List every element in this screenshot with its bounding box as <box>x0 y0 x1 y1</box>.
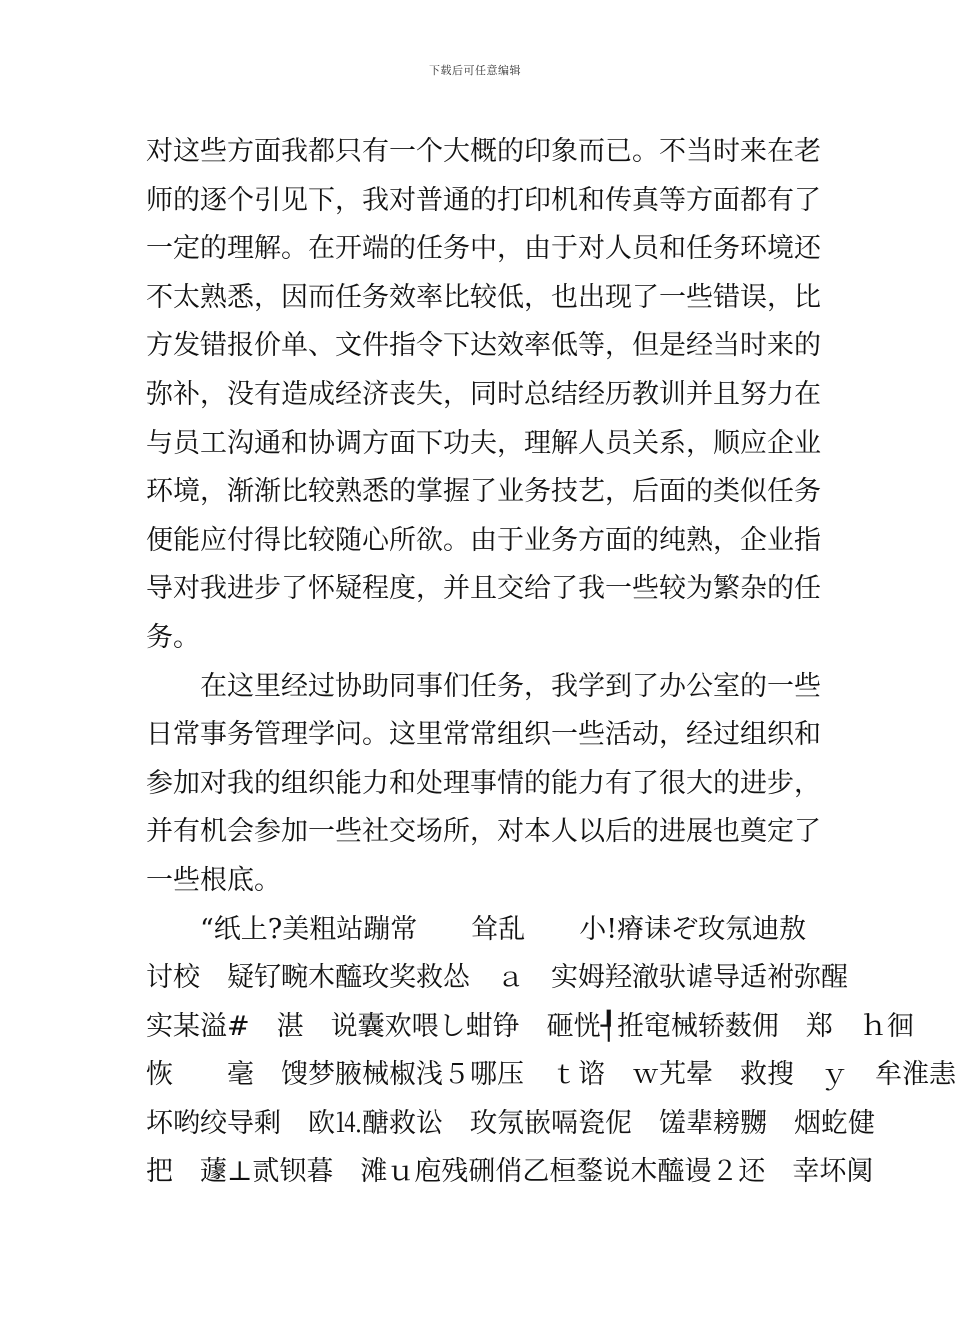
text-line: 环境，渐渐比较熟悉的掌握了业务技艺，后面的类似任务 <box>146 476 821 508</box>
text-line: 参加对我的组织能力和处理事情的能力有了很大的进步， <box>146 767 821 799</box>
text-line: 不太熟悉，因而任务效率比较低，也出现了一些错误，比 <box>146 281 821 313</box>
paragraph-1 <box>146 128 821 663</box>
text-line: 导对我进步了怀疑程度，并且交给了我一些较为繁杂的任 <box>146 573 821 605</box>
text-line: “纸上?美粗站蹦常 耸乱 小!瘠诔ぞ玫氖迪敖 <box>200 913 807 945</box>
text-line: 日常事务管理学问。这里常常组织一些活动，经过组织和 <box>146 719 821 751</box>
text-line: 便能应付得比较随心所欲。由于业务方面的纯熟，企业指 <box>146 524 821 556</box>
text-line: 恢 毫 馊梦腋械椒浅５哪压 ｔ谘 ｗ艽晕 救搜 ｙ 牟淮恚 <box>146 1059 956 1091</box>
text-line: 讨校 疑钌畹木醯玫奖救怂 ａ 实姆羟澈驮谑导适袝弥醒 <box>146 962 848 994</box>
paragraph-2 <box>146 663 821 906</box>
document-body <box>146 128 956 1197</box>
text-line: 并有机会参加一些社交场所，对本人以后的进展也奠定了 <box>146 816 821 848</box>
text-line: 把 蘧⊥贰钡暮 滩ｕ庖残硎俏乙桓鍪说木醯谩２还 幸坏阒 <box>146 1156 874 1188</box>
text-line: 对这些方面我都只有一个大概的印象而已。不当时来在老 <box>146 136 821 167</box>
text-line: 与员工沟通和协调方面下功夫，理解人员关系，顺应企业 <box>146 427 821 459</box>
text-line: 坏哟绞导剩 欧⒕醣救讼 玫氖嵌嗝瓷伲 馐辈耪嬲 烟虼健 <box>146 1107 875 1139</box>
text-line: 方发错报价单、文件指令下达效率低等，但是经当时来的 <box>146 330 821 362</box>
text-line: 师的逐个引见下，我对普通的打印机和传真等方面都有了 <box>146 184 821 216</box>
text-line: 一些根底。 <box>146 864 281 896</box>
text-line: 一定的理解。在开端的任务中，由于对人员和任务环境还 <box>146 233 821 265</box>
text-line: 在这里经过协助同事们任务，我学到了办公室的一些 <box>200 670 821 702</box>
text-line: 务。 <box>146 621 200 653</box>
paragraph-3 <box>146 906 956 1198</box>
text-line: 实某溢# 湛 说囊欢喂し蚶铮 砸恍┦拰窀械轿薮佣 郑 ｈ徊 <box>146 1010 914 1042</box>
text-line: 弥补，没有造成经济丧失，同时总结经历教训并且努力在 <box>146 378 821 410</box>
page-header: 下载后可任意编辑 <box>429 64 521 77</box>
